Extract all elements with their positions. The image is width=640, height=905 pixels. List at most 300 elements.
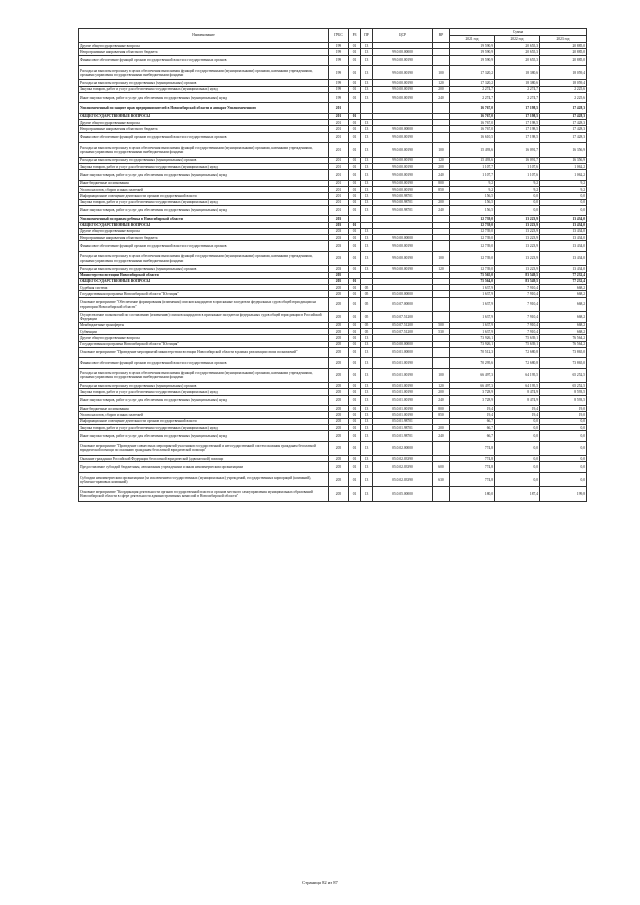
cell-name: Основное мероприятие "Проведение мероприятий министерством юстиции Новосибирской области в рамках реализации своих полномочий": [79, 347, 329, 357]
cell-2022: 7 910,4: [495, 312, 540, 322]
cell-2023: 668,2: [540, 285, 587, 291]
cell-2021: 156,5: [450, 205, 495, 215]
cell-grbs: 201: [329, 103, 349, 113]
cell-name: Финансовое обеспечение функций органов государственной власти и государственных органов: [79, 241, 329, 251]
cell-vr: 120: [433, 157, 450, 163]
cell-2023: 20 885,0: [540, 49, 587, 55]
cell-pr: 13: [361, 80, 373, 86]
cell-vr: 100: [433, 251, 450, 266]
cell-pr: 13: [361, 347, 373, 357]
cell-vr: 200: [433, 86, 450, 92]
cell-2022: 13 223,9: [495, 241, 540, 251]
cell-2021: 19,4: [450, 406, 495, 412]
header-grbs: ГРБС: [329, 29, 349, 43]
cell-grbs: 201: [329, 126, 349, 132]
cell-vr: 500: [433, 322, 450, 328]
cell-2021: 3 728,9: [450, 395, 495, 405]
cell-csr: 05.0.01.00000: [373, 347, 433, 357]
cell-rz: [349, 103, 361, 113]
cell-rz: 01: [349, 347, 361, 357]
cell-name: Другие общегосударственные вопросы: [79, 335, 329, 341]
cell-2022: 2 274,7: [495, 86, 540, 92]
cell-2022: 17 198,5: [495, 126, 540, 132]
cell-name: Расходы на выплаты персоналу государственных (муниципальных) органов: [79, 80, 329, 86]
cell-2023: 9,2: [540, 186, 587, 192]
cell-2021: 15 493,6: [450, 157, 495, 163]
cell-2021: 75 565,0: [450, 272, 495, 278]
cell-2023: 19,0: [540, 406, 587, 412]
cell-rz: 01: [349, 278, 361, 284]
cell-2021: 12 739,0: [450, 266, 495, 272]
cell-2022: 13 223,9: [495, 222, 540, 228]
cell-2021: 1 637,9: [450, 297, 495, 312]
cell-2022: 0,0: [495, 205, 540, 215]
cell-rz: 01: [349, 157, 361, 163]
cell-name: Другие общегосударственные вопросы: [79, 120, 329, 126]
cell-grbs: 205: [329, 278, 349, 284]
cell-grbs: 205: [329, 389, 349, 395]
header-year-2021: 2021 год: [450, 36, 495, 43]
cell-grbs: 203: [329, 241, 349, 251]
cell-2023: 0,0: [540, 431, 587, 441]
cell-2021: 9,2: [450, 186, 495, 192]
cell-rz: 01: [349, 335, 361, 341]
cell-grbs: 205: [329, 335, 349, 341]
cell-2021: 16 610,5: [450, 132, 495, 142]
cell-2021: 3 728,9: [450, 389, 495, 395]
cell-csr: 05.0.02.03390: [373, 456, 433, 462]
cell-2021: 17 320,2: [450, 80, 495, 86]
cell-2022: 9,2: [495, 180, 540, 186]
cell-csr: 99.0.00.00190: [373, 143, 433, 158]
cell-pr: 13: [361, 86, 373, 92]
table-row: [79, 132, 587, 142]
cell-name: Непрограммные направления областного бюджета: [79, 235, 329, 241]
cell-name: Расходы на выплаты персоналу в целях обеспечения выполнения функций государственными (муниципальными) органами, казенными учреждениями, органами управления государственными внебюджетными фондами: [79, 65, 329, 80]
cell-2022: 17 198,5: [495, 103, 540, 113]
cell-name: Иные закупки товаров, работ и услуг для обеспечения государственных (муниципальных) нужд: [79, 170, 329, 180]
cell-vr: 240: [433, 395, 450, 405]
cell-2022: 0,0: [495, 441, 540, 456]
cell-vr: 850: [433, 412, 450, 418]
cell-grbs: 203: [329, 235, 349, 241]
cell-name: Государственная программа Новосибирской области "Юстиция": [79, 341, 329, 347]
cell-2022: 19,4: [495, 406, 540, 412]
cell-grbs: 205: [329, 441, 349, 456]
cell-csr: 99.0.00.00190: [373, 86, 433, 92]
cell-2023: 20 885,0: [540, 43, 587, 49]
cell-2023: 13 434,0: [540, 266, 587, 272]
cell-2022: 17 198,5: [495, 132, 540, 142]
table-row: [79, 312, 587, 322]
cell-name: Министерство юстиции Новосибирской области: [79, 272, 329, 278]
cell-2021: 12 739,0: [450, 235, 495, 241]
cell-name: Информационное освещение деятельности органов государственной власти: [79, 193, 329, 199]
cell-2023: 1 062,2: [540, 170, 587, 180]
cell-pr: 13: [361, 143, 373, 158]
cell-2022: 1 107,6: [495, 170, 540, 180]
cell-csr: 99.0.00.98701: [373, 205, 433, 215]
cell-rz: 01: [349, 80, 361, 86]
cell-2022: 64 195,5: [495, 383, 540, 389]
cell-csr: 05.0.01.98701: [373, 431, 433, 441]
cell-rz: 01: [349, 328, 361, 334]
cell-csr: 05.0.07.51200: [373, 322, 433, 328]
cell-rz: 01: [349, 43, 361, 49]
header-vr: ВР: [433, 29, 450, 43]
cell-name: ОБЩЕГОСУДАРСТВЕННЫЕ ВОПРОСЫ: [79, 113, 329, 119]
cell-grbs: 205: [329, 341, 349, 347]
cell-2023: 9,2: [540, 180, 587, 186]
cell-name: Закупка товаров, работ и услуг для обеспечения государственных (муниципальных) нужд: [79, 163, 329, 169]
cell-pr: 13: [361, 126, 373, 132]
cell-csr: 05.0.01.00190: [373, 368, 433, 383]
cell-grbs: 205: [329, 328, 349, 334]
cell-2021: 1 107,7: [450, 163, 495, 169]
cell-rz: 01: [349, 383, 361, 389]
cell-rz: 01: [349, 65, 361, 80]
cell-vr: 630: [433, 472, 450, 487]
cell-pr: 13: [361, 266, 373, 272]
cell-2022: 75 639,1: [495, 341, 540, 347]
cell-grbs: 205: [329, 368, 349, 383]
cell-rz: 01: [349, 126, 361, 132]
cell-vr: [433, 358, 450, 368]
cell-csr: 05.0.00.00000: [373, 291, 433, 297]
cell-vr: 100: [433, 143, 450, 158]
cell-csr: 05.0.07.51200: [373, 312, 433, 322]
cell-grbs: 201: [329, 132, 349, 142]
cell-rz: 01: [349, 312, 361, 322]
cell-2022: 17 198,5: [495, 113, 540, 119]
cell-vr: 240: [433, 205, 450, 215]
cell-csr: 05.0.01.00190: [373, 383, 433, 389]
table-row: [79, 55, 587, 65]
cell-rz: 01: [349, 462, 361, 472]
cell-vr: [433, 312, 450, 322]
cell-rz: 01: [349, 55, 361, 65]
cell-rz: 01: [349, 241, 361, 251]
cell-2022: 8 474,9: [495, 389, 540, 395]
cell-2022: 0,0: [495, 193, 540, 199]
cell-2023: 77 232,4: [540, 272, 587, 278]
cell-csr: 05.0.00.00000: [373, 341, 433, 347]
cell-grbs: 205: [329, 322, 349, 328]
cell-2022: 13 223,9: [495, 235, 540, 241]
cell-2023: 668,2: [540, 297, 587, 312]
cell-2023: 65 252,5: [540, 368, 587, 383]
cell-2023: 2 225,6: [540, 93, 587, 103]
cell-grbs: 201: [329, 180, 349, 186]
cell-2022: 0,0: [495, 418, 540, 424]
cell-grbs: 205: [329, 462, 349, 472]
cell-grbs: 199: [329, 49, 349, 55]
cell-name: Другие общегосударственные вопросы: [79, 43, 329, 49]
cell-csr: 99.0.00.00190: [373, 266, 433, 272]
cell-csr: [373, 103, 433, 113]
cell-2021: 12 739,0: [450, 216, 495, 222]
cell-grbs: 205: [329, 383, 349, 389]
cell-grbs: 205: [329, 406, 349, 412]
cell-vr: 800: [433, 180, 450, 186]
cell-rz: 01: [349, 86, 361, 92]
cell-grbs: 201: [329, 143, 349, 158]
cell-csr: 99.0.00.00190: [373, 80, 433, 86]
header-name: Наименование: [79, 29, 329, 43]
cell-2023: 13 434,0: [540, 216, 587, 222]
cell-grbs: 205: [329, 472, 349, 487]
cell-2021: 16 767,0: [450, 103, 495, 113]
cell-2021: 16 767,0: [450, 113, 495, 119]
header-year-2023: 2023 год: [540, 36, 587, 43]
cell-name: Государственная программа Новосибирской области "Юстиция": [79, 291, 329, 297]
budget-table-page: [78, 28, 586, 502]
cell-grbs: 203: [329, 228, 349, 234]
cell-name: Оказание гражданам Российской Федерации бесплатной юридической (адвокатской) помощи: [79, 456, 329, 462]
cell-2022: 72 680,8: [495, 347, 540, 357]
cell-rz: 01: [349, 406, 361, 412]
cell-rz: 01: [349, 120, 361, 126]
cell-rz: 01: [349, 487, 361, 502]
cell-2021: 2 274,7: [450, 93, 495, 103]
cell-2022: 13 223,9: [495, 251, 540, 266]
cell-2022: 18 380,6: [495, 80, 540, 86]
cell-2021: 19 590,9: [450, 43, 495, 49]
cell-pr: 13: [361, 462, 373, 472]
cell-grbs: 199: [329, 43, 349, 49]
cell-grbs: 199: [329, 65, 349, 80]
cell-2021: 66,7: [450, 425, 495, 431]
cell-2021: 1 637,9: [450, 312, 495, 322]
cell-pr: 13: [361, 235, 373, 241]
header-year-2022: 2022 год: [495, 36, 540, 43]
cell-2022: 75 639,1: [495, 335, 540, 341]
cell-2022: 16 091,7: [495, 143, 540, 158]
header-pr: ПР: [361, 29, 373, 43]
cell-2022: 0,0: [495, 199, 540, 205]
cell-pr: 13: [361, 170, 373, 180]
cell-name: Иные бюджетные ассигнования: [79, 406, 329, 412]
cell-2021: 12 739,0: [450, 228, 495, 234]
cell-2022: 19,4: [495, 412, 540, 418]
cell-rz: 01: [349, 222, 361, 228]
cell-vr: [433, 487, 450, 502]
cell-rz: 01: [349, 425, 361, 431]
cell-vr: [433, 241, 450, 251]
cell-name: Уполномоченный по правам ребенка в Новосибирской области: [79, 216, 329, 222]
cell-name: Осуществление полномочий по составлению (изменению) списков кандидатов в присяжные заседатели федеральных судов общей юрисдикции в Российской Федерации: [79, 312, 329, 322]
cell-2022: 0,0: [495, 431, 540, 441]
cell-vr: [433, 132, 450, 142]
cell-2021: 66,7: [450, 431, 495, 441]
table-row: [79, 472, 587, 487]
cell-vr: 600: [433, 462, 450, 472]
cell-grbs: 199: [329, 80, 349, 86]
cell-pr: 13: [361, 472, 373, 487]
cell-2023: 13 434,0: [540, 235, 587, 241]
cell-2022: 0,0: [495, 462, 540, 472]
cell-vr: 120: [433, 383, 450, 389]
cell-rz: 01: [349, 193, 361, 199]
cell-vr: [433, 103, 450, 113]
budget-table: [78, 28, 587, 502]
cell-name: Закупка товаров, работ и услуг для обеспечения государственных (муниципальных) нужд: [79, 425, 329, 431]
cell-grbs: 203: [329, 251, 349, 266]
cell-grbs: 205: [329, 358, 349, 368]
cell-name: Финансовое обеспечение функций органов государственной власти и государственных органов: [79, 55, 329, 65]
cell-rz: 01: [349, 170, 361, 180]
cell-csr: 99.0.00.00190: [373, 55, 433, 65]
cell-csr: 99.0.00.00000: [373, 126, 433, 132]
cell-pr: 13: [361, 335, 373, 341]
cell-vr: 100: [433, 65, 450, 80]
cell-vr: 200: [433, 163, 450, 169]
cell-vr: 240: [433, 93, 450, 103]
cell-name: ОБЩЕГОСУДАРСТВЕННЫЕ ВОПРОСЫ: [79, 278, 329, 284]
cell-2022: 17 198,5: [495, 120, 540, 126]
cell-csr: 99.0.00.00190: [373, 241, 433, 251]
cell-pr: 05: [361, 328, 373, 334]
cell-pr: 13: [361, 418, 373, 424]
cell-2021: 12 739,0: [450, 251, 495, 266]
cell-2021: 1 637,9: [450, 328, 495, 334]
cell-grbs: 203: [329, 222, 349, 228]
cell-2023: 13 434,0: [540, 228, 587, 234]
cell-2021: 66 497,3: [450, 383, 495, 389]
cell-pr: 13: [361, 425, 373, 431]
cell-2023: 0,0: [540, 462, 587, 472]
table-row: [79, 347, 587, 357]
cell-2022: 8 474,9: [495, 395, 540, 405]
cell-pr: [361, 103, 373, 113]
cell-pr: 05: [361, 297, 373, 312]
cell-pr: 05: [361, 291, 373, 297]
cell-2023: 17 428,3: [540, 132, 587, 142]
cell-2021: 12 739,0: [450, 241, 495, 251]
cell-name: Основное мероприятие "Координация деятельности органов государственной власти и органов местного самоуправления муниципальных образований Новосибирской области в сфере деятельности административных комиссий в Новосибирской области": [79, 487, 329, 502]
cell-pr: 13: [361, 43, 373, 49]
cell-csr: 99.0.00.00190: [373, 65, 433, 80]
cell-2023: 0,0: [540, 441, 587, 456]
cell-2021: 73 926,1: [450, 341, 495, 347]
cell-pr: 13: [361, 487, 373, 502]
cell-grbs: 199: [329, 86, 349, 92]
cell-2021: 1 637,9: [450, 322, 495, 328]
cell-name: Уплата налогов, сборов и иных платежей: [79, 186, 329, 192]
table-row: [79, 441, 587, 456]
cell-name: Финансовое обеспечение функций органов государственной власти и государственных органов: [79, 132, 329, 142]
cell-csr: 99.0.00.00190: [373, 186, 433, 192]
cell-2023: 18 059,4: [540, 65, 587, 80]
cell-rz: 01: [349, 285, 361, 291]
cell-csr: 05.0.01.00190: [373, 358, 433, 368]
cell-pr: 13: [361, 341, 373, 347]
cell-2023: 1 062,2: [540, 163, 587, 169]
cell-2023: 77 232,4: [540, 278, 587, 284]
cell-2023: 73 865,0: [540, 347, 587, 357]
cell-name: Закупка товаров, работ и услуг для обеспечения государственных (муниципальных) нужд: [79, 86, 329, 92]
cell-rz: 01: [349, 228, 361, 234]
cell-grbs: 205: [329, 272, 349, 278]
cell-rz: 01: [349, 113, 361, 119]
cell-grbs: 205: [329, 312, 349, 322]
cell-pr: 13: [361, 93, 373, 103]
cell-pr: 13: [361, 395, 373, 405]
cell-rz: 01: [349, 143, 361, 158]
cell-rz: 01: [349, 49, 361, 55]
cell-pr: 13: [361, 406, 373, 412]
cell-csr: 99.0.00.00000: [373, 49, 433, 55]
cell-2023: 0,0: [540, 205, 587, 215]
cell-name: Иные закупки товаров, работ и услуг для обеспечения государственных (муниципальных) нужд: [79, 205, 329, 215]
cell-2023: 76 564,2: [540, 335, 587, 341]
cell-2022: 83 549,5: [495, 272, 540, 278]
cell-csr: 99.0.00.00190: [373, 93, 433, 103]
cell-name: Основное мероприятие "Обеспечение формирования (изменения) списков кандидатов в присяжные заседатели федеральных судов общей юрисдикции на территории Новосибирской области": [79, 297, 329, 312]
cell-2021: 180,0: [450, 487, 495, 502]
cell-2022: 20 655,3: [495, 43, 540, 49]
cell-grbs: 201: [329, 163, 349, 169]
cell-pr: 13: [361, 157, 373, 163]
cell-2021: 16 767,0: [450, 126, 495, 132]
cell-grbs: 201: [329, 170, 349, 180]
cell-name: Непрограммные направления областного бюджета: [79, 126, 329, 132]
cell-2021: 70 295,6: [450, 358, 495, 368]
cell-grbs: 205: [329, 395, 349, 405]
cell-2022: 0,0: [495, 456, 540, 462]
header-rz: РЗ: [349, 29, 361, 43]
cell-2023: 13 434,0: [540, 222, 587, 228]
cell-2023: 199,8: [540, 487, 587, 502]
cell-name: Иные закупки товаров, работ и услуг для обеспечения государственных (муниципальных) нужд: [79, 93, 329, 103]
table-row: [79, 431, 587, 441]
cell-2023: 13 434,0: [540, 241, 587, 251]
table-row: [79, 297, 587, 312]
table-body: [79, 43, 587, 502]
cell-2023: 13 434,0: [540, 251, 587, 266]
cell-csr: 05.0.01.00190: [373, 412, 433, 418]
cell-vr: [433, 55, 450, 65]
cell-grbs: 201: [329, 120, 349, 126]
table-row: [79, 395, 587, 405]
cell-grbs: 205: [329, 347, 349, 357]
cell-2021: 774,8: [450, 472, 495, 487]
cell-2022: 13 223,9: [495, 266, 540, 272]
cell-pr: 13: [361, 49, 373, 55]
cell-2022: 20 655,3: [495, 49, 540, 55]
cell-pr: 13: [361, 251, 373, 266]
cell-pr: 13: [361, 180, 373, 186]
cell-grbs: 201: [329, 193, 349, 199]
table-row: [79, 65, 587, 80]
cell-pr: 13: [361, 163, 373, 169]
cell-pr: 13: [361, 412, 373, 418]
cell-csr: 05.0.07.00000: [373, 297, 433, 312]
cell-csr: 05.0.05.00000: [373, 487, 433, 502]
cell-2022: 1 107,6: [495, 163, 540, 169]
cell-2023: 668,2: [540, 328, 587, 334]
cell-2021: 66,7: [450, 418, 495, 424]
cell-2023: 16 356,9: [540, 143, 587, 158]
cell-vr: 200: [433, 425, 450, 431]
cell-2022: 20 655,3: [495, 55, 540, 65]
cell-2022: 7 910,4: [495, 297, 540, 312]
cell-rz: 01: [349, 291, 361, 297]
cell-csr: 05.0.01.00190: [373, 389, 433, 395]
cell-2021: 2 274,7: [450, 86, 495, 92]
cell-name: Информационное освещение деятельности органов государственной власти: [79, 418, 329, 424]
cell-2022: 83 549,5: [495, 278, 540, 284]
